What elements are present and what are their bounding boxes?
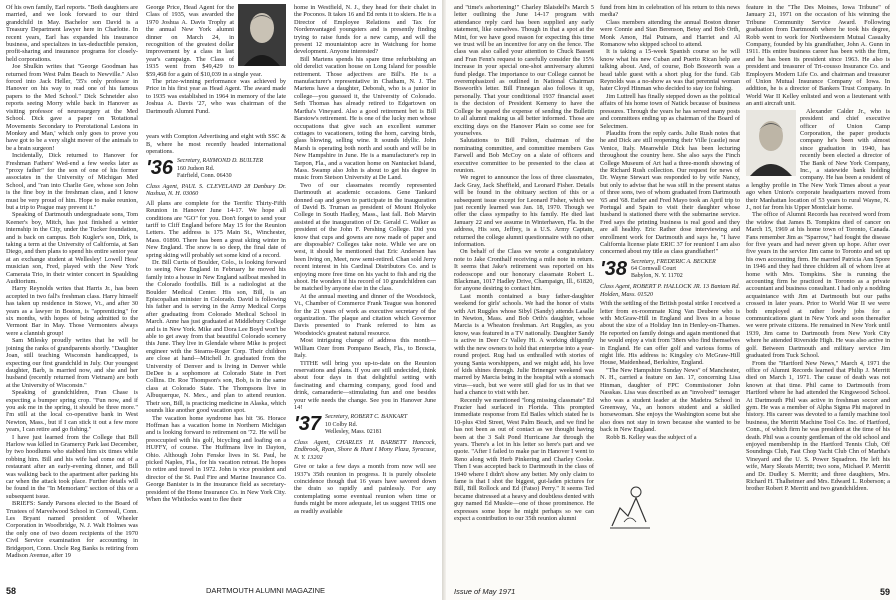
secretary-address: Fairfield, Conn. 06430 <box>177 172 232 179</box>
paragraph: Sam Milesky proudly writes that he will be joining the ranks of grandparents shortly. "Daughter Joan, still teaching Wisconsin handicapped, is expecting our first grandchild in July. Our youngest daughter, Barb, is married now, and she and her husband (recently returned from Vietnam) are both at the University of Wisconsin." <box>6 337 138 389</box>
class-number: '36 <box>146 157 174 180</box>
spacer <box>146 115 286 133</box>
paragraph: Speaking of Dartmouth undergraduate sons, Tom Keener's boy, Mitch, has just finished a winter internship in the City, under the Tucker foundation, and is back on campus. Bob Kugler's son, Dirk, is taking a term at the University of California, at San Diego, and then plans to spend his entire senior year at an exchange student at Wellesley! Lowell Hess' musician son, Fred, played with the New York Camerata Trio, in their winter concert in Spaulding Auditorium. <box>6 211 138 286</box>
left-page <box>0 0 442 600</box>
paragraph: We regret to announce the loss of three classmates, Jack Gray, Jack Sheffield, and Leonard Fisher. Details will be found in the obituary section of this or a subsequent issue except for Leonard Fisher, which we just recently learned was Jan. 18, 1970. Though we offer the class sympathy to his family. He died last January 22 and we assume in Winterhaven, Fla. In the address, His son, Jeffrey, is a U.S. Army Captain, returned the college alumni questionnaire with no other information. <box>454 174 594 248</box>
class-heading-36 <box>146 158 286 180</box>
paragraph: All plans are complete for the Terrific Thirty-Fifth Reunion in Hanover June 14-17. We hope all conditions are "GO" for you. Don't forget to send your tariff to Cliff England before May 15 for the Reunion Letters. The address is 175 Main St., Winchester, Mass. 01890. There has been a great skiing winter in New England. The snow is so deep, the final date of spring skiing will probably set some kind of a record. <box>146 199 286 259</box>
paragraph: Jim Luttrell has finally stepped down as the political affairs of his home town of Natick because of business pressures. Through the years he has served many posts and committees ending up as chairman of the Board of Selectmen. <box>600 92 740 130</box>
secretary-address: 10 Colby Rd. <box>325 421 358 428</box>
paragraph: Bill Martens spends his spare time refurbishing an old derelict vacation house on Long Island for possible retirement. Those adjectives are Bill's. He is a manufacturer's representative in Chatham, N. J. The Martens have a daughter, Deborah, who is a junior in college—you guessed it, the University of Colorado. Seth Thomas has already retired to Edgartown on Martha's Vineyard. Also a good retirement bet is Bill Barstow's retirement. He is one of the lucky men whose occupations that give such an excellent summer cottages to vacationers, toting the horn, carving birds, glass blowing, selling wine. It sounds idyllic. John Marsh is operating both north and south and will be in New Hampshire in June. He is a manufacturer's rep in Tarpon, Fla., and a vacation home on Nantucket Island, Mass. Swamp also John is about to get his degree in music from Stetson University at De Land. <box>294 55 436 182</box>
left-footer <box>6 586 436 596</box>
secretary-address: 160 Judson Rd. <box>177 165 215 172</box>
secretary-address: 64 Cornwall Court <box>631 266 677 273</box>
secretary-name: Secretary, ROBERT C. BANKART <box>325 414 408 421</box>
class-agent: Class Agent, ROBERT P. HALLOCK JR. 13 Bantam Rd. Holden, Mass. 01520 <box>600 283 740 298</box>
paragraph: Alexander Calder Jr., who is president and chief executive officer of Union Camp Corporation, the paper products company he's been with almost since graduation in 1940, has recently been elected a director of The Bank of New York Company, Inc., a statewide bank holding company. He has been a resident of a lengthy profile in The New York Times about a year ago when Union's corporate headquarters moved from their Manhattan location of 53 years to rural Wayne, N. J., not far from his Upper Montclair home. <box>746 107 890 211</box>
paragraph: It is taking a 15-week Spanish course so he will know what his new Cuban and Puerto Rican help are talking about. And, of course, Bob Bosworth was a head table guest with a short plug for the fund. Gib Reynolds was a no-show as was that perennial woman hater Cloyd Hinman who decided to stay ice fishing. <box>600 48 740 93</box>
paragraph: home in Westfield, N. J., they head for their chalet in the Poconos. It takes 16 and Ed rents it to skiers. He is a Director of Employee Relations and Tax for Nordenvantaged youngsters and is presently finding trying to raise funds for a new camp, and will the present 12 mountaintop acre in Watchung for home development. Anyone interested? <box>294 4 436 56</box>
paragraph: BRIEFS: Sandy Parsons elected to the Board of Trustees of Marvelwood School in Cornwall, Conn. Les Bryant named president of Wheeler Corporation in Woodbridge, N. J. Walt Holmes was the only one of two dozen recipients of the 1970 Civil Service examination for accounting in Bridgeport, Conn. Uncle Reg Banks is retiring from Madison Avenue, after 19 <box>6 500 138 560</box>
portrait-photo <box>746 110 796 176</box>
paragraph: Of his own family, Earl reports. "Both daughters are married, and we look forward to our third grandchild in May. Bachelor son David is a Treasury Department lawyer here in Charlotte. In recent years, Earl has expanded his insurance business, and specializes in tax-deductible pension, profit-sharing and insurance programs for closely-held corporations. <box>6 4 138 63</box>
paragraph: Recently we mentioned "long missing classmate" Ed Frazier had surfaced in Florida. This prompted immediate response from Ed Bailes which stated he is 10-plus 43rd Street, West Palm Beach, and we find he has not been as out of contact as we thought having been at the 3 Salt Pond Hurricane Jar through the years. There's a lot in his letter so here's part and we quote. "After I failed to make par in Hanover I went to Reno along with Herb Pinkering and Charley Cooke. Then I was accepted back to Dartmouth in the class of 1940 where I didn't show any better. My only claim to fame is that I shot the biggest, gut-laden pictures for Bill, Bill Rollock and Ed (Fatso) Perry." It seems Ted became distressed at a heavy and doubtless dented with guy named Ed Muskie—one of those prominence. He expresses some hope he might perhaps so we can expect a contribution to our 35th reunion alumni <box>454 396 594 523</box>
secretary-address: Babylon, N. Y. 11702 <box>631 273 683 280</box>
left-column-1 <box>6 4 138 576</box>
paragraph: and "time's ashortening!" Charley Blaisdell's March 5 letter outlining the June 14-17 program with attendance reply card has been supplied any early statement, like ourselves. Though in that a spot at the Mint, for we have good reason for expecting this time we trust will be an incentive for any on the fence. The class was also called your attention to Chuck Bassett and Fran Fenn's request to carefully consider the 15% increase in your special one-shot anniversary alumni fund pledge. The importance to our College cannot be overemphasized as outlined in National Chairman Bosworth's letter. Bill Finnegan also follows it up, personally. That your conditional 1937 financial asset is the decision of President Kemeny to have the College be spared the expense of sending the Bulletin to all alumni making us all better informed. Those are exciting days on the Hanover Plain so come see for yourselves. <box>454 4 594 137</box>
paragraph: At the annual meeting and dinner of the Woodstock, Vt., Chamber of Commerce Frank Teague was honored for the 21 years of work as executive secretary of the organization. The plaque and citation which Governor Davis presented to Frank referred to him as Woodstock's greatest natural resource. <box>294 292 436 337</box>
paragraph: The vacation home syndrome has hit '36. Horace Hoffman has a vacation home in Northern Michigan and is looking forward to retirement on '72. He will be preoccupied with his golf, bicycling and loafing on a HUFFY, of course. The Huffmans live in Dayton, Ohio. Although John Fenske lives in St. Paul, he picked Naples, Fla., for his vacation retreat. He hopes to retire and travel in 1972. John is vice president and director of the St. Paul Fire and Marine Insurance Co. George Banister is in the insurance field as secretary-president of the Home Insurance Co. in New York City. When the Whitlocks want to flee their <box>146 414 286 503</box>
paragraph: TITHE will bring you up-to-date on the Reunion reservations and plans. If you are still undecided, think about four days in that delightful setting with fascinating and charming company, good food and drink, camaraderie—stimulating fun and one besides your wife needs the change. See you in Hanover June 14! <box>294 359 436 411</box>
paragraph: On behalf of the Class we wrote a congratulatory note to Jake Cronthalf receiving a mile note in return. It seems that Jake's retirement was reported on his rodeoscope and our honorary classmate Robert L. Blackman, 1017 Hadley Drive, Champaign, Ill., 61820, for anyone desiring to contact him. <box>454 248 594 293</box>
paragraph: Harry Reynolds writes that Harris Jr., has been accepted in two fall's freshman class. Harry himself has taken up residence in Stowe, Vt., and after 30 years as a lawyer in Boston, is "apprenticing" for six months, with hopes of being admitted to the Vermont Bar in May. Those Vermonters always were a clannish group! <box>6 285 138 337</box>
portrait-photo-image <box>746 110 796 176</box>
left-column-3 <box>294 4 436 576</box>
paragraph: Incidentally, Dick returned to Hanover for Freshman Fathers' Wed-end a few weeks later as "proxy father" for the son of one of his former associates in the University of Michigan Med School, and "ran into Charlie Gee, whose son John is the fine boy in the freshman class, and I know must be very proud of him. Hope to make reunion, but a trip to Prague may prevent it." <box>6 152 138 211</box>
issue-date: Issue of May 1971 <box>454 587 516 596</box>
class-agent: Class Agent, PAUL S. CLEVELAND 28 Danbury Dr. Nashua, N. H. 03060 <box>146 182 286 198</box>
paragraph: From the "Hartford New News," March 4, 1971 the office of Alumni Records learned that Philip J. Merritt died on March 1, 1971. The cause of death was not known at that time. Phil came to Dartmouth from Hartford where he had attended the Kingswood School. At Dartmouth Phil was active in freshman soccer and gym. He was a member of Alpha Sigma Phi majored in history. His career was devoted to a family machine tool business, the Merritt Machine Tool Co. Inc. of Hartford, Conn., of which firm he was president at the time of his death. Phil was a county gentleman of the old school and enjoyed membership in the Hartford Tennis Club, Off Soundings Club, Fast Chop Yacht Club Chn of Martha's Vineyard and the U. S. Power Squadron. He left his wife, Mary Skeats Merritt; two sons, Michael P. Merritt and Dr. Dudley S. Merritt; and three daughters, Mrs. Richard H. Thalheimer and Mrs. Edward L. Roberson; a brother Robert P. Merritt and two grandchildren. <box>746 359 890 493</box>
magazine-title: DARTMOUTH ALUMNI MAGAZINE <box>206 586 326 595</box>
right-page <box>446 0 896 600</box>
paragraph: The prize-winning performance was achieved by Price in his first year as Head Agent. The award made to 1935 was established in 1964 in memory of the late Joshua A. Davis '27, who was chairman of the Dartmouth Alumni Fund. <box>146 78 286 115</box>
paragraph: feature in the "The Des Moines, Iowa Tribune" of January 21, 1971 on the occasion of his winning the Tribune Community Service Award. Following graduation from Dartmouth where he took his degree, Robb went to work for Northwestern Mutual Casualty Company, founded by his grandfather, John A. Gunn in 1911. His entire business career has been with the firm, and he has been its president since 1963. He also is president and treasurer of Tri-cousso Insurance Co. and Employers Modern Life Co. and chairman and treasurer of Union Mutual Insurance Company of Iowa. In addition, he is a director of Bankers Trust Company. In World War II Kelley enlisted and won a lieutenant with an anti aircraft unit. <box>746 4 890 108</box>
class-agent: Class Agent, CHARLES H. BARBETT Hancock, Endbrook, Ryan, Shore & Hunt I Mony Plaza, Syracuse, N. Y. 13202 <box>294 438 436 461</box>
paragraph: Plaudits from the reply cards. Julie Rush notes that he and Dick are still reopening their Ville (castle) near Venice, Italy. Meanwhile Dick has been lecturing throughout the country here. She also says the Finch College Museum of Art had a three-month showing of the Richard Rush collection. Our request for news of Dr. Wayne Stewart was responded to by wife Nancy, but only to advise that he was still in the present status of three sons, two of whom graduated from Dartmouth '65 and '68. Esther and Fred Mayo took an April trip to Portugal and Spain to visit their daughter whose husband is stationed there with the submarine service. Fred says the printing business is real good and they are all healthy. Eric Rather dose interviewing and enrollment work for Dartmouth and says he, "I have California license plate ERIC 37 for reunion! I am also concerned about my title as class grandfather!" <box>600 129 740 256</box>
page-number: 58 <box>6 586 17 596</box>
paragraph: Salutations to Bill Fulton, chairman of the nominating committee, and committee members Gus Farwell and Bob McCoy on a slate of officers and executive committee to be presented to the class at reunion. <box>454 137 594 174</box>
paragraph: The office of Alumni Records has received word from the widow that James B. Tompkins died of cancer on March 15, 1969 at his home town of Toronto, Canada. Fans remember Jim as "Sparrow," had fought the disease for five years and had never given up hope. After over five years in the service Jim came to Toronto and set up his own accounting firm. He married Patricia Ann Spore in 1946 and they had three children all of whom live at home with Mrs. Tompkins. She is running the accounting firm he practiced in Toronto as a private accountant and business consultant. I had only a nodding acquaintance with Jim at Dartmouth but our paths crossed in later years. Prior to World War II we were both employed at rather lowly jobs for a communications giant in New York and soon thereafter we were private citizens. He remained in New York until 1939, Jim came to Dartmouth from New York City where he attended Riverside High. He was also active in golf. Between Dartmouth and military service Jim graduated from Tuck School. <box>746 211 890 360</box>
paragraph: George Price, Head Agent for the Class of 1935, was awarded the 1970 Joshua A. Davis Trophy at the annual New York alumni dinner on March 24, in recognition of the greatest dollar improvement by a class in last year's campaign. The Class of 1935 went from $49,429 to $59,468 for a gain of $10,039 in a single year. <box>146 4 263 78</box>
portrait-photo <box>238 4 286 66</box>
right-column-1 <box>454 4 594 576</box>
paragraph: Dr. Bill Curtis of Boulder, Colo., is looking forward to seeing New England in February he moved his family into a house in New England sailboat meshed in the Colorado foothills. Bill is a radiologist at the Boulder Medical Center. His son, Bill, is an Episcopalian minister in Colorado. David is following his father and is serving in the Army Medical Corps after graduating from Colorado Medical School in March. Anne has just graduated at Middlebury College and is in New York. Mike and Dora Lee Boyd won't be able to get away from that beautiful Colorado scenery this June. They live in Glendale where Mike is project engineer with the Stearns-Roger Corp. Their children are close at hand—Mitchell Jr. graduated from the University of Denver and is living in Denver while DeDee is a sophomore at Colorado State in Fort Collins. Dr. Roe Thompson's son, Bob, is in the same class at Colorado State. The Thompsons live in Albuquerque, N. Mex., and plan to attend reunion. Their son, Bill, is practicing medicine in Alaska, which sounds like another good vacation spot. <box>146 258 286 415</box>
column-text <box>6 4 138 559</box>
paragraph: Class members attending the annual Boston dinner were Connie and Stan Berenson, Betsy and Bob Orth, Monk Amon, Hal Putnam, and Harriet and Al Romanow who skipped school to attend. <box>600 18 740 49</box>
paragraph: years with Compton Advertising and eight with SSC & B, where he most recently headed international operations. <box>146 133 286 155</box>
paragraph: Most intriguing change of address this month—William Ozer from Pompano Beach, Fla., to Brescia, Italy. <box>294 337 436 360</box>
right-column-3 <box>746 4 890 576</box>
paragraph: Joe Shulkin writes that "George Goodman has returned from West Palm Beach to Newville." Also forced into Jack Heller, '35's only professor in Hanover on his way to read one of his famous papers to the Med School." Dick Schneider also reports seeing Morry while back in Hanover as visiting professor of neurosurgery at the Med School. Dick gave a paper on 'Rotational Movements Secondary to Prerotational Lesions in Monkey and Man,' which only goes to prove you have got to be a very slight mover of the animals to be a brain surgeon! <box>6 63 138 152</box>
paragraph: Two of our classmates recently represented Dartmouth at academic occasions. Gene Tankard donned cap and gown to participate in the inauguration of David B. Truman as president of Mount Holyoke College in South Hadley, Mass., last fall. Bob Marvin assisted at the inauguration of Dr. Gerald C. Walker as president of the John F. Pershing College. Did you know that cups and gowns are now made of paper and are disposable? Colleges take note. While we are on west, it should be mentioned that Eric Andersen has been living on, Meet, now semi-retired. Chan sold Jerry recent interest in his Cardinal Distributors Co. and is enjoying more free time on his yacht to fish and rig the shoot. He wonders if his record of 10 grandchildren can be matched by anyone else in the class. <box>294 181 436 293</box>
sketch-illustration <box>606 478 654 532</box>
paragraph: "The New Hampshire Sunday News" of Manchester, N. H., carried a feature on Jan. 17, concerning Lisa Hinman, daughter of FPC Commissioner John Nasskas. Lisa was described as an "involved" teenager who was a student leader at the Madeira School in Greenway, Va., an honors student and a skilled horsewoman. She enjoys the Washington scene but she also does not stay in town because she wanted to be back in New England. <box>600 366 740 434</box>
portrait-photo-image <box>238 4 286 66</box>
secretary-name: Secretary, FREDERIC A. BECKER <box>631 258 716 265</box>
class-heading-37 <box>294 414 436 436</box>
class-heading-38 <box>600 259 740 281</box>
paragraph: I have just learned from the College that Bill Harlow was killed in Gramercy Park last December, by two hoodlums who stabbed him six times while robbing him. Bill and his wife had come out of a restaurant after an early-evening dinner, and Bill was walking back to the apartment after parking his car when the attack took place. Further details will be found in the "In Memoriam" section of this or a subsequent issue. <box>6 433 138 500</box>
paragraph: Speaking of grandchildren, Fran Chase is expecting a bumper spring crop. "Fun now, and if you ask me in the spring, it should be three more." I'm still at the local co-operative bank in West Newton, Mass., but if I can stick it out a few more years, I can retire and go fishing." <box>6 389 138 434</box>
class-number: '37 <box>294 413 322 436</box>
paragraph: Give or take a few days a month from now will see 1937's 35th reunion in progress. It is purely obsolete coincidence though that 16 years have savored down the drain so rapidly and painlessly. For any contemplating some eventual reunion when time or funds might be more adequate, let us suggest THIS one as readily available <box>294 463 436 515</box>
secretary-address: Wellesley, Mass. 02181 <box>325 428 382 435</box>
right-footer <box>454 587 890 596</box>
left-column-2 <box>146 4 286 576</box>
class-number: '38 <box>600 257 628 280</box>
paragraph: Last month contained a busy father-daughter weekend for girls' schools. We had the honor of visits with Art Ruggles whose Sibyl (Sandy) attends Lasalle in Newton, Mass. and Bob Orth's daughter, whose Marcia is a Wheaton freshman. Art Ruggles, as you know, was featured in a TV nationally. Daughter Sandy is active in Deer Cr Valley Hi. A working diligently with the new owners to hold that enterprise into a year-round project. Rug had us enthralled with stories of young Santa worshippers, and we might add, his love of kids shines through. Julie Brinenger weekend was marred by Marcia being in the hospital with a stomach virus—such, but we were still glad for us in that we had a chance to visit with her. <box>454 292 594 397</box>
paragraph: fund from him in celebration of his return to this news media? <box>600 4 740 19</box>
paragraph: Robb B. Kelley was the subject of a <box>606 433 697 441</box>
paragraph: With the settling of the British postal strike I received a letter from ex-roommate King Van Deubere who is with McGraw-Hill in England and lives in a house about the size of a Holiday Inn in Henley-on-Thames. He reported on family doings and again mentioned that he would enjoy a visit from '38ers who find themselves in England. He can offer golf and various forms of night life. His address is: Kingsley c/o McGraw-Hill House, Maidenhead, Berkshire, England. <box>600 300 740 367</box>
page-number: 59 <box>879 587 890 597</box>
secretary-name: Secretary, RAYMOND D. BUILTER <box>177 158 264 165</box>
